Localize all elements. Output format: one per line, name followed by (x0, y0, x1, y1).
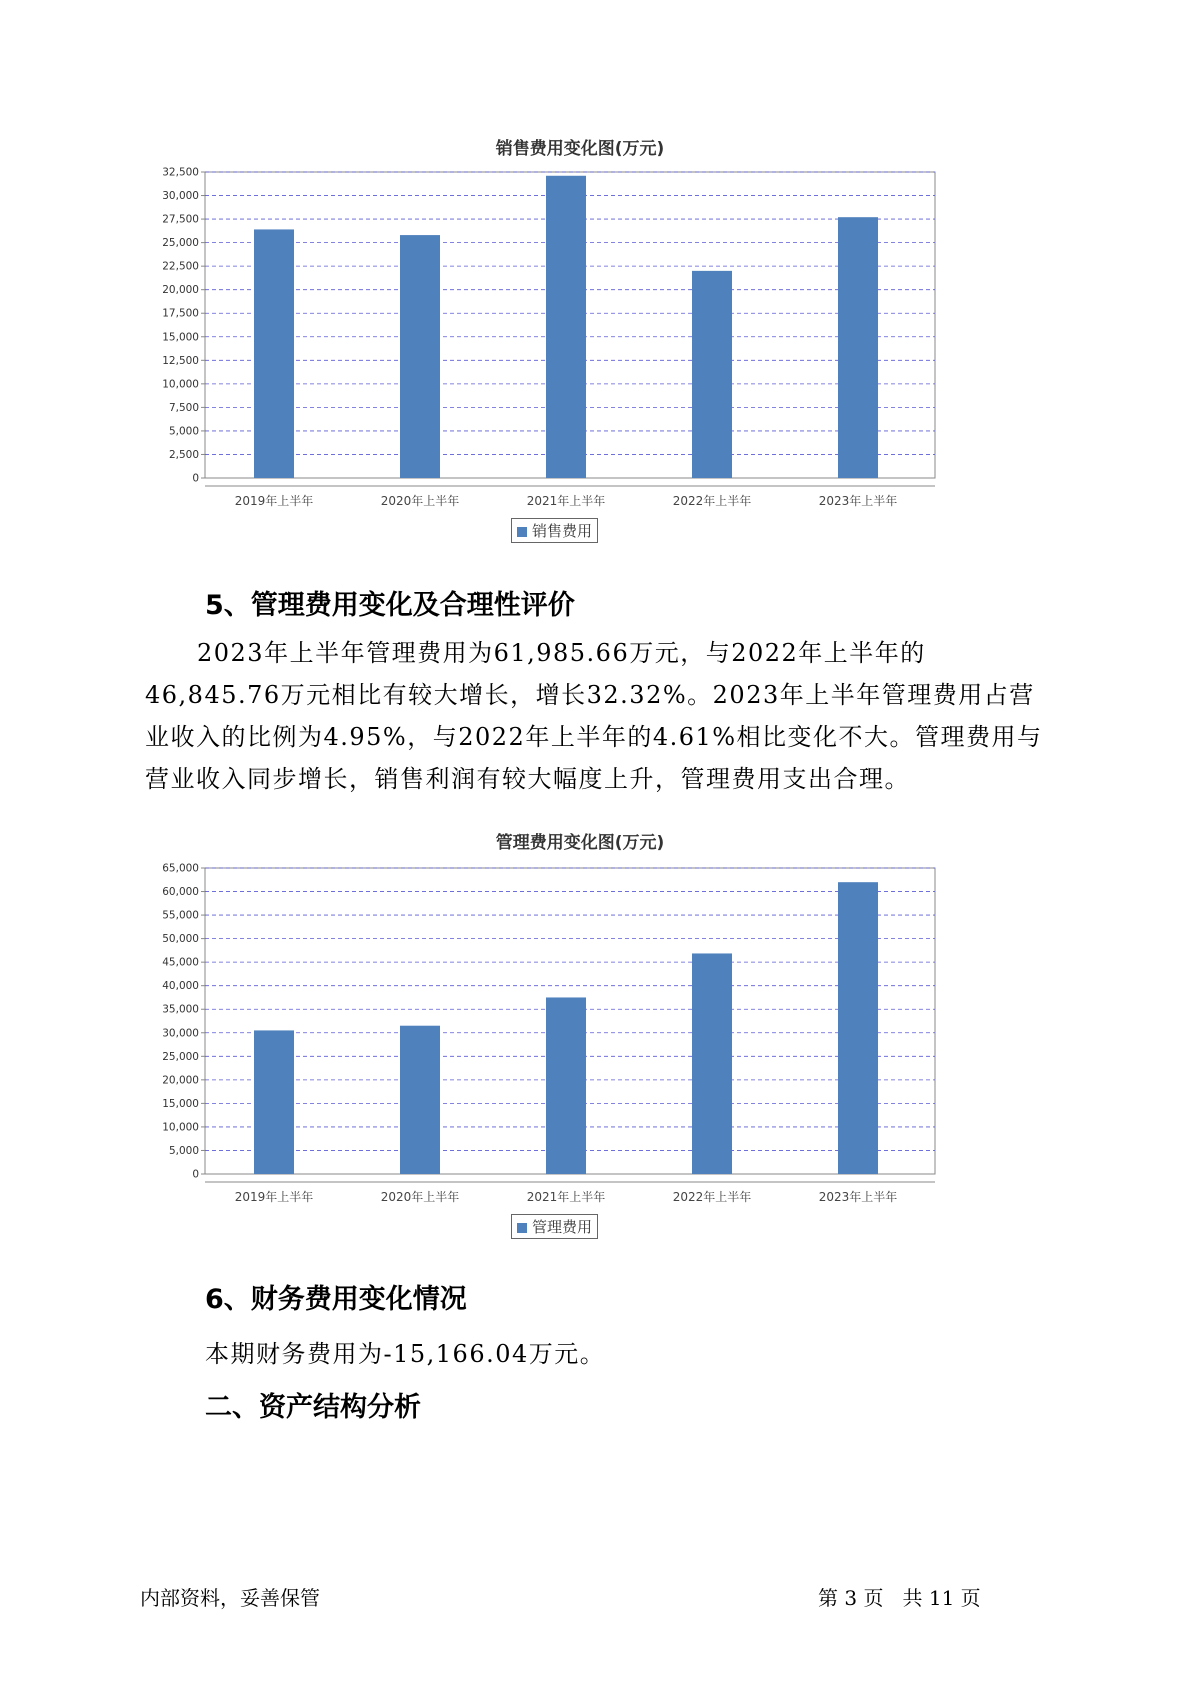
chart-title: 管理费用变化图(万元) (495, 833, 665, 853)
y-tick-label: 15,000 (162, 1097, 199, 1110)
y-tick-label: 40,000 (162, 980, 199, 993)
bar (546, 176, 586, 478)
y-tick-label: 60,000 (162, 886, 199, 899)
y-tick-label: 12,500 (162, 354, 199, 367)
y-tick-label: 20,000 (162, 1074, 199, 1087)
section-paragraph-5: 2023年上半年管理费用为61,985.66万元，与2022年上半年的46,845.76万元相比有较大增长，增长32.32%。2023年上半年管理费用占营业收入的比例为4.95%，与2022年上半年的4.61%相比变化不大。管理费用与营业收入同步增长，销售利润有较大幅度上升，管理费用支出合理。 (145, 639, 1043, 793)
y-tick-label: 35,000 (162, 1003, 199, 1016)
finance-expense-text: 本期财务费用为-15,166.04万元。 (205, 1340, 606, 1368)
chart-legend (511, 518, 598, 543)
x-tick-label: 2019年上半年 (234, 1190, 314, 1204)
y-tick-label: 27,500 (162, 213, 199, 226)
chart-title: 销售费用变化图(万元) (495, 139, 665, 159)
x-tick-label: 2022年上半年 (672, 494, 752, 508)
admin-expense-chart (140, 826, 1020, 1246)
y-tick-label: 25,000 (162, 1050, 199, 1063)
x-tick-label: 2022年上半年 (672, 1190, 752, 1204)
bar (838, 217, 878, 478)
bar (400, 1026, 440, 1174)
y-tick-label: 30,000 (162, 190, 199, 203)
y-tick-label: 10,000 (162, 1121, 199, 1134)
y-tick-label: 30,000 (162, 1027, 199, 1040)
x-tick-label: 2020年上半年 (380, 494, 460, 508)
chart-canvas (140, 856, 1020, 1236)
bar (838, 882, 878, 1174)
y-tick-label: 15,000 (162, 331, 199, 344)
x-tick-label: 2021年上半年 (526, 1190, 606, 1204)
x-tick-label: 2019年上半年 (234, 494, 314, 508)
y-tick-label: 5,000 (168, 1144, 199, 1157)
legend-swatch (517, 1223, 527, 1233)
y-tick-label: 5,000 (168, 425, 199, 438)
x-tick-label: 2021年上半年 (526, 494, 606, 508)
bar (254, 1030, 294, 1174)
sales-expense-chart (140, 130, 1020, 550)
x-tick-label: 2023年上半年 (818, 1190, 898, 1204)
y-tick-label: 20,000 (162, 284, 199, 297)
y-tick-label: 25,000 (162, 237, 199, 250)
footer-page-number: 第 3 页 共 11 页 (818, 1586, 981, 1610)
legend-label: 销售费用 (532, 522, 593, 540)
chart-legend (511, 1214, 598, 1239)
bar (692, 953, 732, 1174)
bar (400, 235, 440, 478)
y-tick-label: 55,000 (162, 909, 199, 922)
y-tick-label: 10,000 (162, 378, 199, 391)
y-tick-label: 45,000 (162, 956, 199, 969)
bar (546, 997, 586, 1174)
x-tick-label: 2023年上半年 (818, 494, 898, 508)
footer-left: 内部资料，妥善保管 (140, 1586, 320, 1610)
bar (254, 229, 294, 478)
y-tick-label: 0 (192, 1168, 199, 1181)
y-tick-label: 32,500 (162, 166, 199, 179)
chart-canvas (140, 160, 1020, 540)
section-heading-5: 5、管理费用变化及合理性评价 (205, 590, 575, 621)
y-tick-label: 2,500 (168, 448, 199, 461)
x-tick-label: 2020年上半年 (380, 1190, 460, 1204)
y-tick-label: 0 (192, 472, 199, 485)
y-tick-label: 17,500 (162, 307, 199, 320)
section-heading-asset-structure: 二、资产结构分析 (205, 1392, 421, 1423)
section-heading-6: 6、财务费用变化情况 (205, 1284, 467, 1315)
legend-label: 管理费用 (532, 1218, 593, 1236)
y-tick-label: 65,000 (162, 862, 199, 875)
y-tick-label: 22,500 (162, 260, 199, 273)
y-tick-label: 50,000 (162, 933, 199, 946)
legend-swatch (517, 527, 527, 537)
bar (692, 271, 732, 478)
y-tick-label: 7,500 (168, 401, 199, 414)
